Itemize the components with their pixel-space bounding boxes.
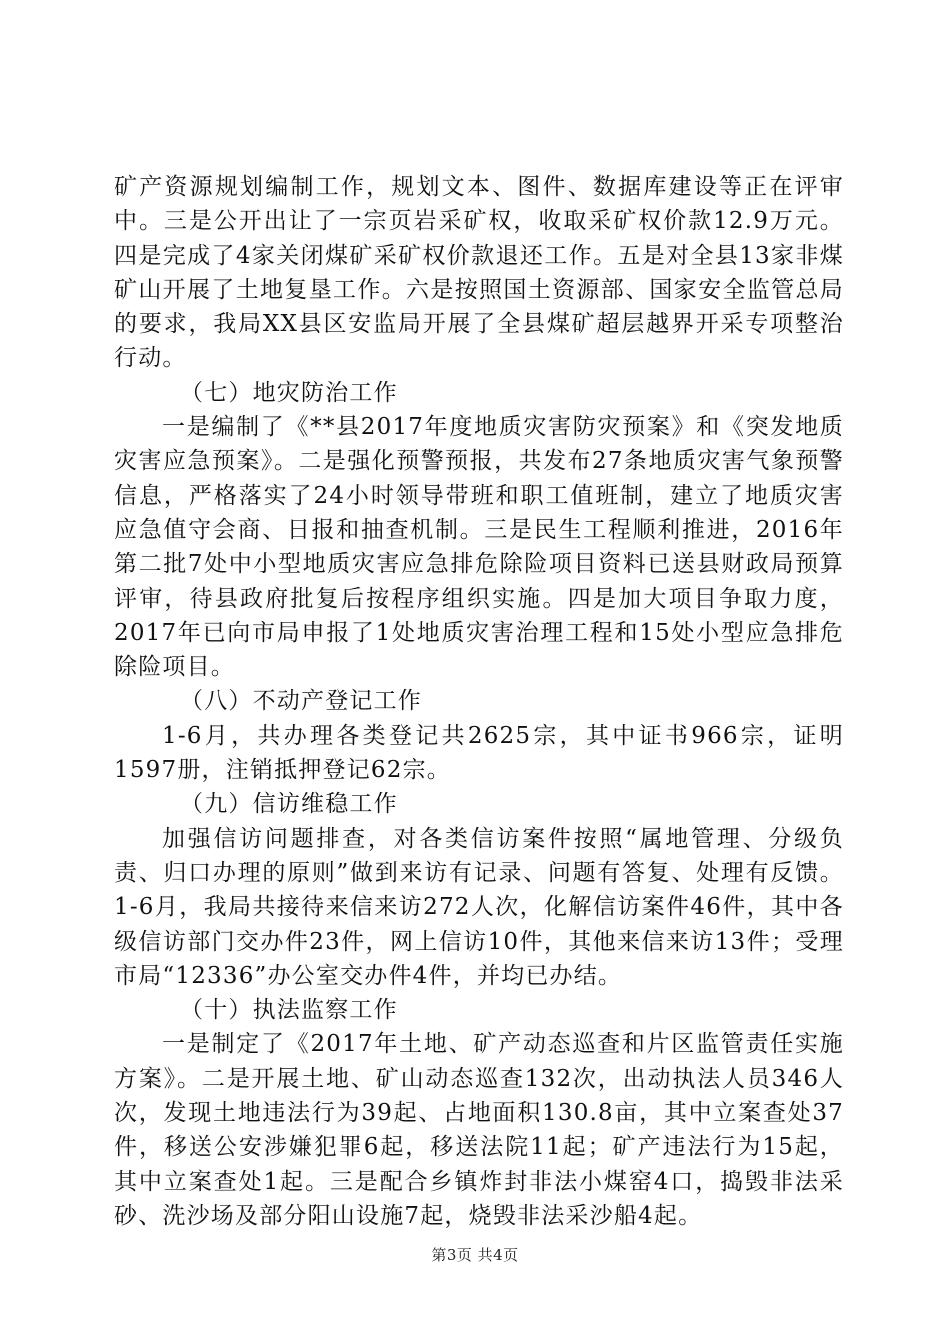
paragraph-real-estate: 1-6月，共办理各类登记共2625宗，其中证书966宗，证明1597册，注销抵押登记62宗。 <box>114 722 844 784</box>
section-heading-petition: （九）信访维稳工作 <box>180 791 398 818</box>
paragraph-petition: 加强信访问题排查，对各类信访案件按照“属地管理、分级负责、归口办理的原则”做到来访有记录、问题有答复、处理有反馈。1-6月，我局共接待来信来访272人次，化解信访案件46件，其中各级信访部门交办件23件，网上信访10件，其他来信来访13件；受理市局“12336”办公室交办件4件，并均已办结。 <box>114 825 844 989</box>
paragraph-geohazard: 一是编制了《**县2017年度地质灾害防灾预案》和《突发地质灾害应急预案》。二是强化预警预报，共发布27条地质灾害气象预警信息，严格落实了24小时领导带班和职工值班制，建立了地质灾害应急值守会商、日报和抽查机制。三是民生工程顺利推进，2016年第二批7处中小型地质灾害应急排危除险项目资料已送县财政局预算评审，待县政府批复后按程序组织实施。四是加大项目争取力度，2017年已向市局申报了1处地质灾害治理工程和15处小型应急排危除险项目。 <box>114 414 844 681</box>
document-body <box>114 170 844 1233</box>
section-heading-geohazard: （七）地灾防治工作 <box>180 379 398 406</box>
section-heading-law-enforcement: （十）执法监察工作 <box>180 997 398 1024</box>
paragraph-law-enforcement: 一是制定了《2017年土地、矿产动态巡查和片区监管责任实施方案》。二是开展土地、矿山动态巡查132次，出动执法人员346人次，发现土地违法行为39起、占地面积130.8亩，其中立案查处37件，移送公安涉嫌犯罪6起，移送法院11起；矿产违法行为15起，其中立案查处1起。三是配合乡镇炸封非法小煤窑4口，捣毁非法采砂、洗沙场及部分阳山设施7起，烧毁非法采沙船4起。 <box>114 1031 844 1229</box>
page-number-footer: 第3页 共4页 <box>431 1246 519 1264</box>
section-heading-real-estate: （八）不动产登记工作 <box>180 688 422 715</box>
paragraph-mineral-resources: 矿产资源规划编制工作，规划文本、图件、数据库建设等正在评审中。三是公开出让了一宗页岩采矿权，收取采矿权价款12.9万元。四是完成了4家关闭煤矿采矿权价款退还工作。五是对全县13家非煤矿山开展了土地复垦工作。六是按照国土资源部、国家安全监管总局的要求，我局XX县区安监局开展了全县煤矿超层越界开采专项整治行动。 <box>114 174 844 372</box>
